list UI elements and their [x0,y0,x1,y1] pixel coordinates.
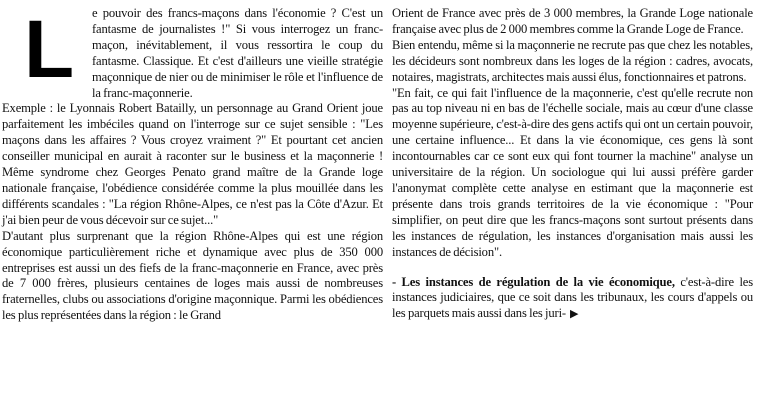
paragraph-notables: Bien entendu, même si la maçonnerie ne recrute pas que chez les notables, les décideurs sont nombreux dans les loges de la région : cadres, avocats, notaires, magistrats, architectes mais aussi élus, fonctionnaires et patrons. [392,37,753,84]
paragraph-rhone-alpes: D'autant plus surprenant que la région Rhône-Alpes qui est une région économique particulièrement riche et dynamique avec plus de 350 000 entreprises est aussi un des fiefs de la franc-maçonnerie en France, avec près de 7 000 frères, plusieurs centaines de loges mais aussi de nombreuses fraternelles, clubs ou associations d'origine maçonnique. Parmi les obédiences les plus représentées dans la région : le Grand [2,228,383,323]
paragraph-obediences: Orient de France avec près de 3 000 membres, la Grande Loge nationale française avec plus de 2 000 membres comme la Grande Loge de France. [392,6,753,36]
paragraph-gap [392,261,753,275]
paragraph-example: Exemple : le Lyonnais Robert Batailly, un personnage au Grand Orient joue parfaitement les imbéciles quand on l'interroge sur ce sujet sensible : "Les maçons dans les affaires ? Vous croyez vraiment ?" Et pourtant cet ancien conseiller municipal en aurait à raconter sur le business et la maçonnerie ! Même syndrome chez Georges Penato grand maître de la Grande loge nationale française, l'obédience considérée comme la plus mouillée dans les différents scandales : "La région Rhône-Alpes, ce n'est pas la Côte d'Azur. Et j'ai bien peur de vous décevoir sur ce sujet..." [2,101,383,227]
continue-arrow-icon: ▶ [569,308,579,321]
regulation-heading: - Les instances de régulation de la vie économique, [392,274,675,289]
intro-paragraph: e pouvoir des francs-maçons dans l'économie ? C'est un fantasme de journalistes !" Si vous interrogez un franc-maçon, inévitablement, il vous ressortira le coup du fantasme. Classique. Et c'est d'ailleurs une vieille stratégie maçonnique de nier ou de minimiser le rôle et l'influence de la franc-maçonnerie. [92,6,383,100]
left-column [2,6,383,324]
regulation-text: c'est-à-dire les instances judiciaires, que ce soit dans les tribunaux, les cours d'appels ou les parquets mais aussi dans les juri- [392,274,753,321]
paragraph-quote-influence: "En fait, ce qui fait l'influence de la maçonnerie, c'est qu'elle recrute non pas au top niveau ni en bas de l'échelle sociale, mais au cœur d'une classe moyenne supérieure, c'est-à-dire des gens actifs qui ont un certain pouvoir, une certaine influence... Et dans la vie économique, ces gens là sont incontournables car ce sont eux qui font tourner la machine" analyse un universitaire de la région. Un sociologue qui lui aussi préfère garder l'anonymat complète cette analyse en estimant que la maçonnerie est présente dans trois grands territoires de la vie économique : "Pour simplifier, on peut dire que les francs-maçons sont surtout présents dans les instances de régulation, les instances d'organisation mais aussi les instances de décision". [392,85,753,259]
right-column [392,6,753,323]
paragraph-regulation [392,275,753,324]
drop-cap: L [24,4,74,95]
